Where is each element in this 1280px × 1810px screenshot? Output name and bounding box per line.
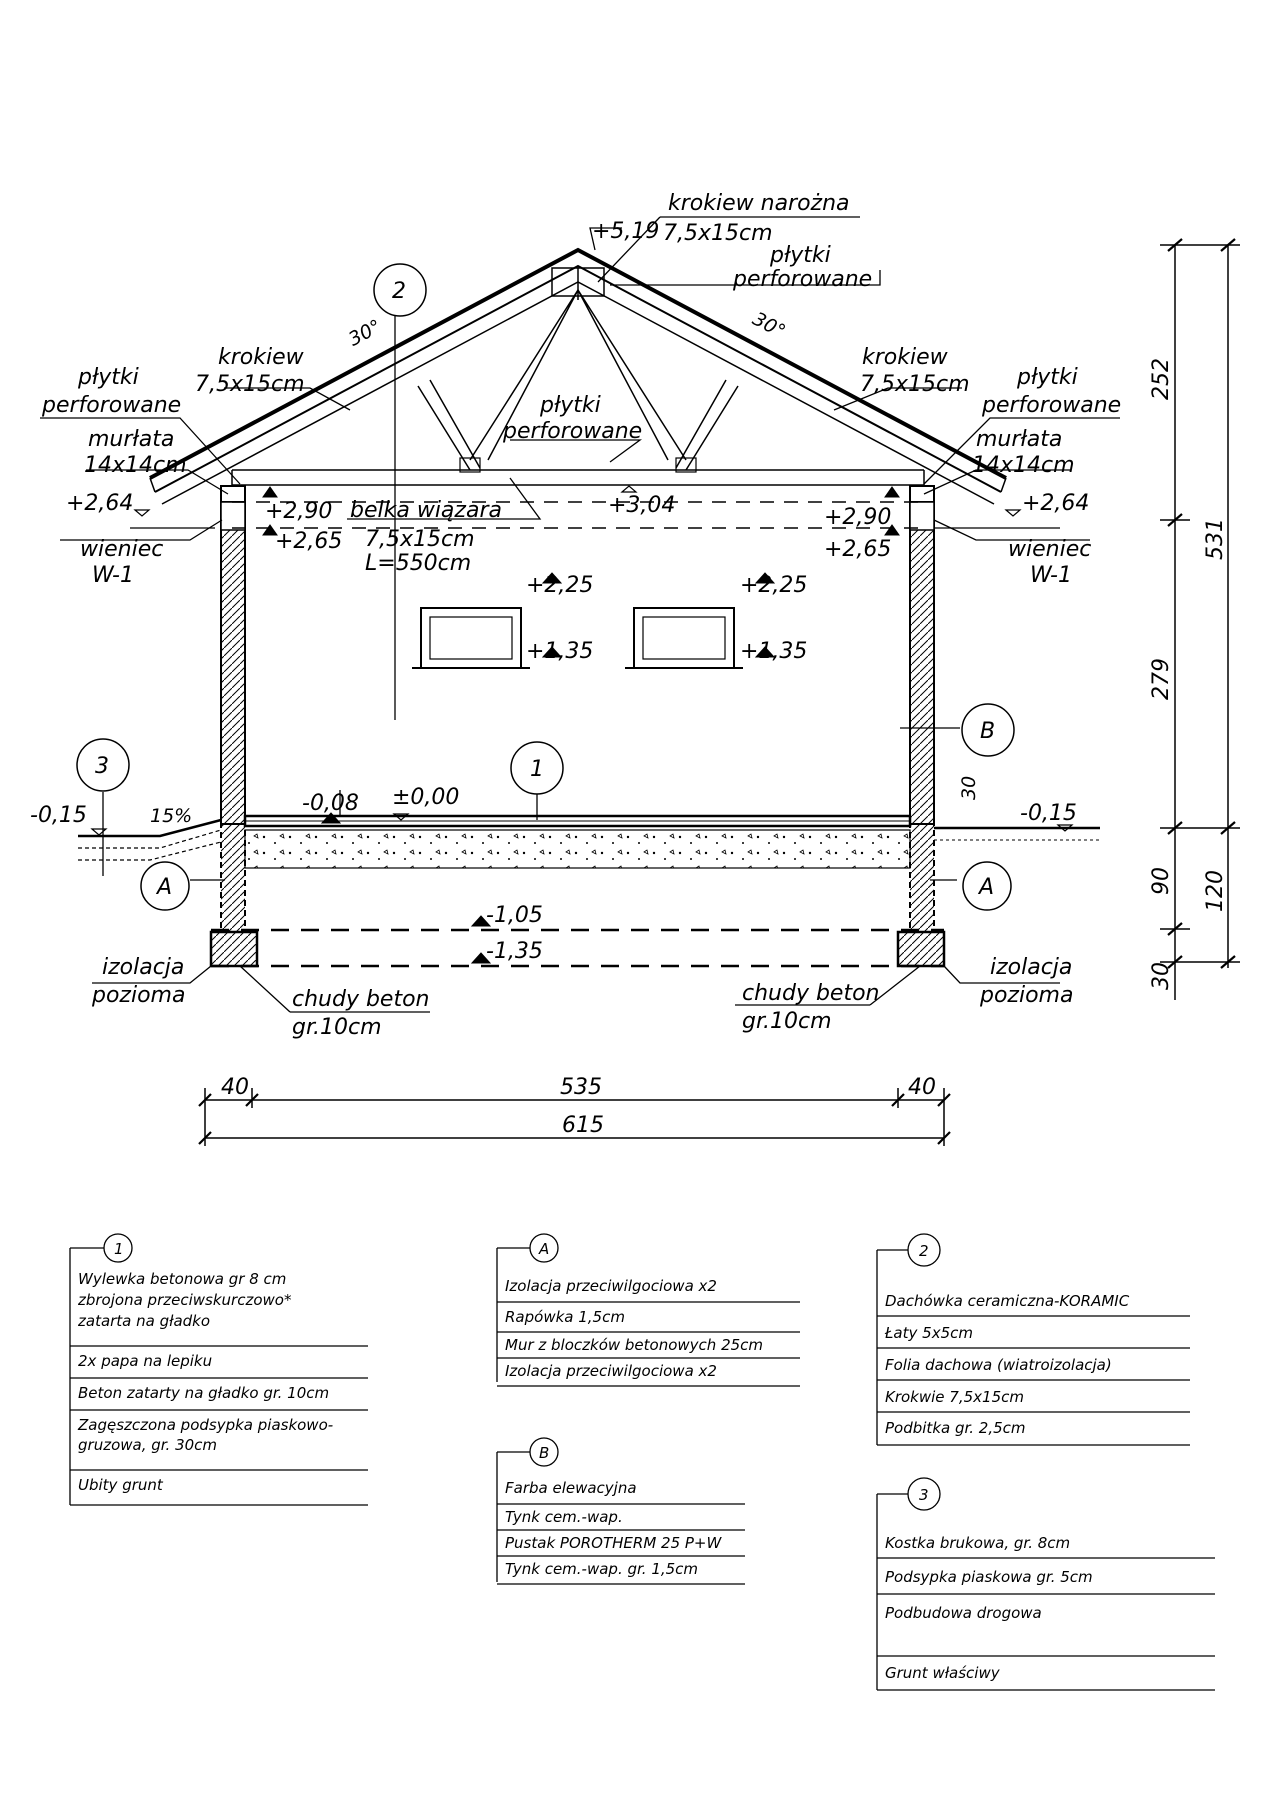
legend-1-row: Wylewka betonowa gr 8 cm bbox=[78, 1270, 287, 1288]
ring-left-1: wieniec bbox=[80, 537, 164, 562]
dim-v-total-upper: 531 bbox=[1203, 518, 1228, 560]
legend-1-row: Zagęszczona podsypka piaskowo- bbox=[78, 1416, 334, 1434]
drawing-labels bbox=[30, 191, 1121, 1040]
plinth-left bbox=[221, 824, 245, 932]
ring-beam-right bbox=[910, 502, 934, 530]
horizontal-dim-labels bbox=[221, 1075, 936, 1138]
ground-right-level: -0,15 bbox=[1020, 801, 1077, 826]
wallplate-right-block bbox=[910, 486, 934, 502]
dim-v-wall: 279 bbox=[1149, 658, 1174, 700]
dim-h-middle: 535 bbox=[560, 1075, 602, 1100]
legend-2-row: Krokwie 7,5x15cm bbox=[885, 1388, 1024, 1406]
ring-right-1: wieniec bbox=[1008, 537, 1092, 562]
floor bbox=[245, 816, 910, 868]
legend-1-row: zatarta na gładko bbox=[78, 1312, 211, 1330]
marker-2: 2 bbox=[392, 279, 406, 304]
window-2-bottom: +1,35 bbox=[740, 639, 808, 664]
legend-2-row: Łaty 5x5cm bbox=[885, 1324, 973, 1342]
plinth-right bbox=[910, 824, 934, 932]
ring-left-2: W-1 bbox=[92, 563, 134, 588]
marker-1: 1 bbox=[530, 757, 544, 782]
perforated-right-1: płytki bbox=[1017, 365, 1078, 390]
floor-zero-level: ±0,00 bbox=[392, 785, 460, 810]
lean-left-1: chudy beton bbox=[292, 987, 430, 1012]
window-1-top: +2,25 bbox=[526, 573, 594, 598]
legend-2 bbox=[877, 1234, 1190, 1445]
vertical-dim-labels bbox=[1149, 358, 1228, 990]
marker-3: 3 bbox=[95, 754, 109, 779]
beam-2: 7,5x15cm bbox=[365, 527, 475, 552]
window-2-top: +2,25 bbox=[740, 573, 808, 598]
ridge-level: +5,19 bbox=[592, 219, 660, 244]
legend-2-row: Folia dachowa (wiatroizolacja) bbox=[885, 1356, 1112, 1374]
dim-h-left: 40 bbox=[221, 1075, 249, 1100]
wallplate-right-2: 14x14cm bbox=[972, 453, 1075, 478]
legend-b-row: Tynk cem.-wap. bbox=[505, 1508, 623, 1526]
dim-v-footing: 30 bbox=[1149, 962, 1174, 990]
perforated-left-1: płytki bbox=[78, 365, 139, 390]
legend-2-marker: 2 bbox=[919, 1242, 929, 1260]
rafter-right-2: 7,5x15cm bbox=[860, 372, 970, 397]
wallplate-left-1: murłata bbox=[88, 427, 175, 452]
eaves-left: +2,64 bbox=[66, 491, 134, 516]
corner-rafter-size: 7,5x15cm bbox=[663, 221, 773, 246]
marker-b: B bbox=[980, 719, 996, 744]
foundation-bottom-level: -1,35 bbox=[486, 939, 543, 964]
dim-v-plinth: 90 bbox=[1149, 867, 1174, 895]
foundation-lines bbox=[211, 502, 944, 966]
beam-3: L=550cm bbox=[365, 551, 472, 576]
legend-a bbox=[497, 1234, 800, 1386]
legend-1-row: gruzowa, gr. 30cm bbox=[78, 1436, 218, 1454]
top-left-b: +2,65 bbox=[275, 529, 343, 554]
legend-2-row: Podbitka gr. 2,5cm bbox=[885, 1419, 1026, 1437]
legend-b-marker: B bbox=[539, 1444, 550, 1462]
dim-v-roof: 252 bbox=[1149, 358, 1174, 400]
legend-3-marker: 3 bbox=[919, 1486, 929, 1504]
insulation-right-1: izolacja bbox=[990, 955, 1073, 980]
perforated-mid-2: perforowane bbox=[503, 419, 643, 444]
legend-3-row: Podbudowa drogowa bbox=[885, 1604, 1042, 1622]
ground-left-level: -0,15 bbox=[30, 803, 87, 828]
insulation-left-2: pozioma bbox=[92, 983, 186, 1008]
lean-left-2: gr.10cm bbox=[292, 1015, 382, 1040]
eaves-right: +2,64 bbox=[1022, 491, 1090, 516]
floor-fill bbox=[245, 830, 910, 868]
perforated-left-2: perforowane bbox=[42, 393, 182, 418]
legend-b-row: Tynk cem.-wap. gr. 1,5cm bbox=[505, 1560, 699, 1578]
marker-a-right: A bbox=[979, 875, 995, 900]
wallplate-right-1: murłata bbox=[976, 427, 1063, 452]
slope-percent: 15% bbox=[150, 805, 193, 827]
legend-b-row: Farba elewacyjna bbox=[505, 1479, 637, 1497]
dim-h-total: 615 bbox=[562, 1113, 604, 1138]
footing-right bbox=[898, 932, 944, 966]
legend-3-row: Kostka brukowa, gr. 8cm bbox=[885, 1534, 1071, 1552]
legend-1-row: Beton zatarty na gładko gr. 10cm bbox=[78, 1384, 330, 1402]
rafter-right-1: krokiew bbox=[862, 345, 948, 370]
window-1-bottom: +1,35 bbox=[526, 639, 594, 664]
marker-a-left: A bbox=[157, 875, 173, 900]
legend-1-row: zbrojona przeciwskurczowo* bbox=[78, 1291, 292, 1309]
beam-1: belka wiązara bbox=[350, 498, 502, 523]
foundation-top-level: -1,05 bbox=[486, 903, 543, 928]
leaders bbox=[40, 217, 1120, 1012]
top-right-b: +2,65 bbox=[824, 537, 892, 562]
ceiling-level: +3,04 bbox=[608, 493, 676, 518]
insulation-left-1: izolacja bbox=[102, 955, 185, 980]
slope-left: 30° bbox=[345, 315, 386, 351]
perforated-mid-1: płytki bbox=[540, 393, 601, 418]
legend-a-row: Mur z bloczków betonowych 25cm bbox=[505, 1336, 764, 1354]
footing-left bbox=[211, 932, 257, 966]
legend-a-marker: A bbox=[539, 1240, 550, 1258]
legend-b bbox=[497, 1438, 745, 1584]
ring-beam-left bbox=[221, 502, 245, 530]
ring-right-2: W-1 bbox=[1030, 563, 1072, 588]
legend-1 bbox=[70, 1234, 368, 1505]
lean-right-1: chudy beton bbox=[742, 981, 880, 1006]
dim-v-total-lower: 120 bbox=[1203, 870, 1228, 912]
top-right-a: +2,90 bbox=[824, 505, 892, 530]
legend-3-row: Grunt właściwy bbox=[885, 1664, 1000, 1682]
legend-3 bbox=[877, 1478, 1215, 1690]
legend-3-row: Podsypka piaskowa gr. 5cm bbox=[885, 1568, 1093, 1586]
insulation-right-2: pozioma bbox=[980, 983, 1074, 1008]
plinth-30-dim: 30 bbox=[958, 775, 980, 800]
rafter-left-2: 7,5x15cm bbox=[195, 372, 305, 397]
wall-right bbox=[910, 502, 934, 824]
legend-a-row: Izolacja przeciwilgociowa x2 bbox=[505, 1277, 717, 1295]
wallplate-left-block bbox=[221, 486, 245, 502]
top-left-a: +2,90 bbox=[265, 499, 333, 524]
rafter-left-1: krokiew bbox=[218, 345, 304, 370]
lean-right-2: gr.10cm bbox=[742, 1009, 832, 1034]
legend-b-row: Pustak POROTHERM 25 P+W bbox=[505, 1534, 722, 1552]
corner-rafter-title: krokiew narożna bbox=[668, 191, 850, 216]
legend-1-marker: 1 bbox=[114, 1240, 124, 1258]
legend-1-row: Ubity grunt bbox=[78, 1476, 163, 1494]
wallplate-left-2: 14x14cm bbox=[84, 453, 187, 478]
dim-h-right: 40 bbox=[908, 1075, 936, 1100]
perforated-top-2: perforowane bbox=[733, 267, 873, 292]
legend-a-row: Rapówka 1,5cm bbox=[505, 1308, 625, 1326]
legend-1-row: 2x papa na lepiku bbox=[78, 1352, 213, 1370]
perforated-right-2: perforowane bbox=[982, 393, 1122, 418]
legend-a-row: Izolacja przeciwilgociowa x2 bbox=[505, 1362, 717, 1380]
wall-left bbox=[221, 502, 245, 824]
legend-2-row: Dachówka ceramiczna-KORAMIC bbox=[885, 1292, 1130, 1310]
perforated-top-1: płytki bbox=[770, 243, 831, 268]
floor-low-level: -0,08 bbox=[302, 791, 359, 816]
slope-right: 30° bbox=[748, 307, 790, 344]
